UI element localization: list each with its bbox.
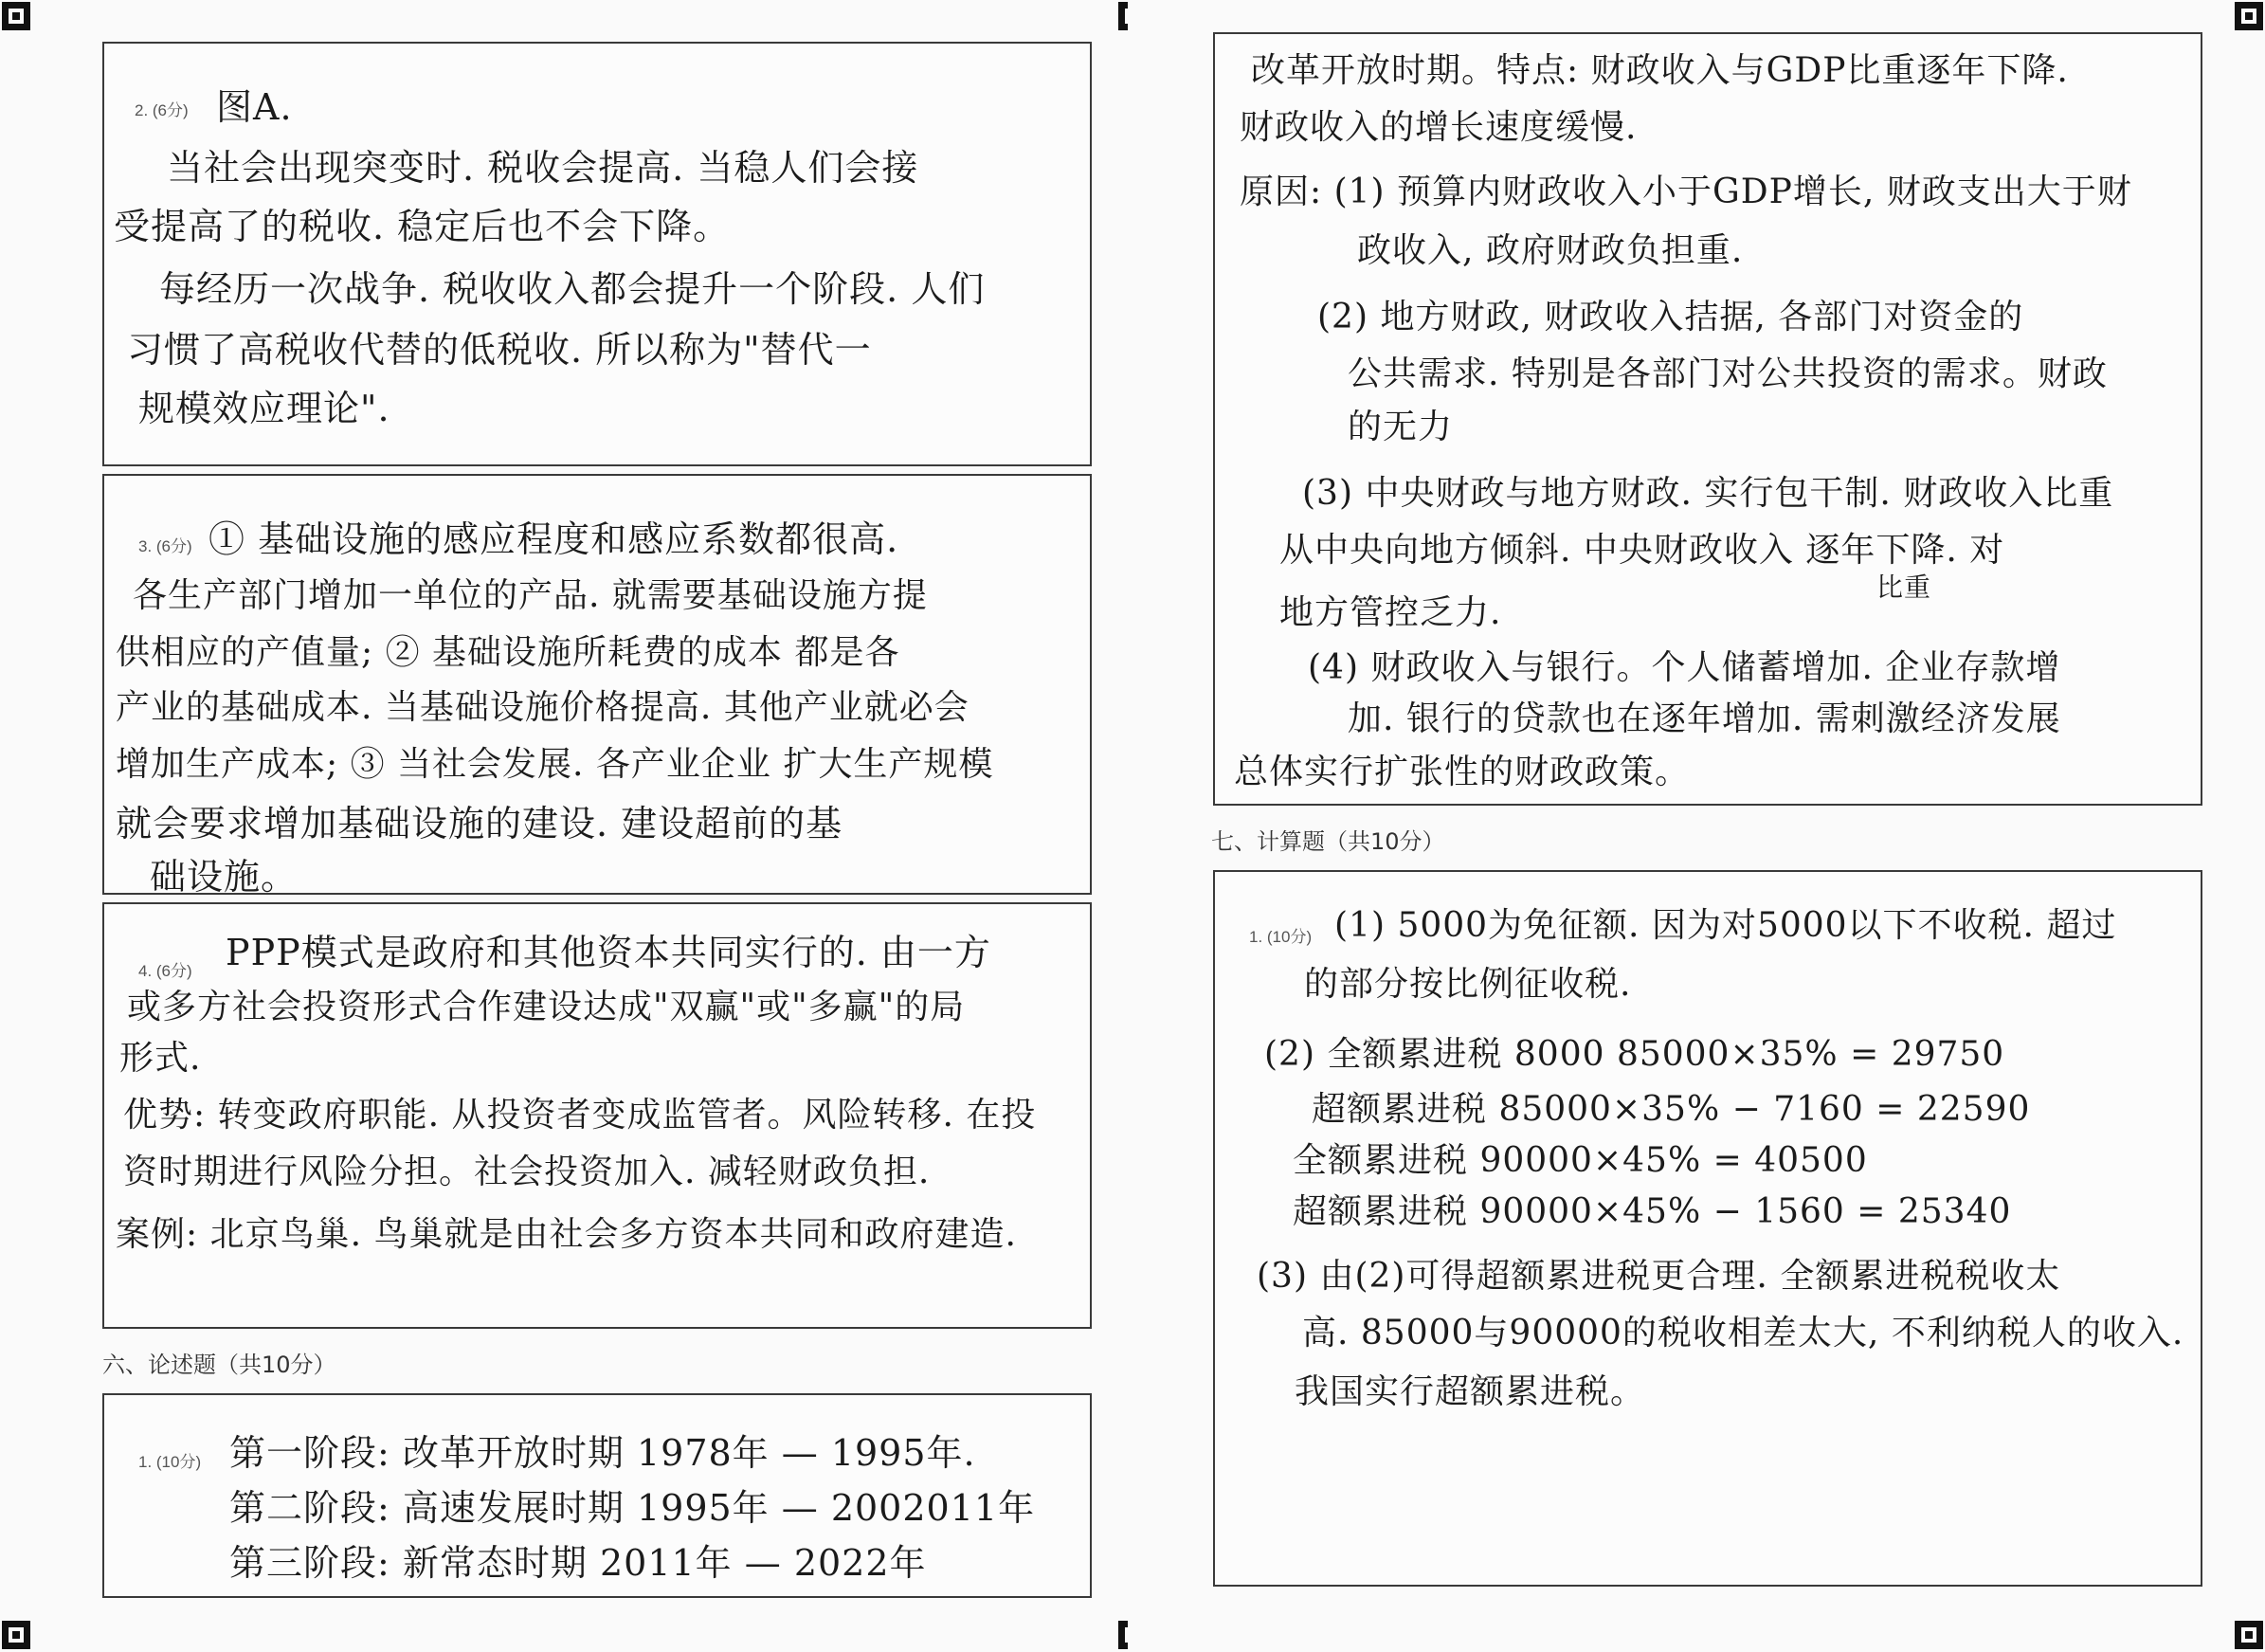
handwritten-line: 总体实行扩张性的财政政策。	[1234, 753, 1691, 791]
answer-box-s6q1-continued	[1213, 32, 2202, 806]
corner-marker-bottom-right	[2235, 1621, 2263, 1649]
handwritten-line: 全额累进税 90000×45% = 40500	[1293, 1141, 1868, 1180]
handwritten-line: 就会要求增加基础设施的建设. 建设超前的基	[116, 803, 843, 844]
right-page	[1128, 0, 2265, 1652]
handwritten-line: (4) 财政收入与银行。个人储蓄增加. 企业存款增	[1308, 648, 2061, 687]
handwritten-line: 增加生产成本; ③ 当社会发展. 各产业企业 扩大生产规模	[116, 745, 994, 784]
handwritten-line: 规模效应理论".	[138, 388, 390, 429]
handwritten-line: 或多方社会投资形式合作建设达成"双赢"或"多赢"的局	[127, 988, 966, 1026]
handwritten-line: ① 基础设施的感应程度和感应系数都很高.	[208, 518, 899, 560]
corner-marker-bottom-left	[2, 1621, 30, 1649]
handwritten-line: 每经历一次战争. 税收收入都会提升一个阶段. 人们	[159, 268, 986, 310]
handwritten-line: 高. 85000与90000的税收相差太大, 不利纳税人的收入.	[1302, 1314, 2184, 1352]
handwritten-line: (2) 全额累进税 8000 85000×35% = 29750	[1264, 1035, 2005, 1074]
question-label: 3. (6分)	[138, 537, 192, 555]
handwritten-line: 地方管控乏力.	[1279, 593, 1502, 632]
handwritten-line: PPP模式是政府和其他资本共同实行的. 由一方	[226, 932, 991, 973]
question-label: 1. (10分)	[1249, 928, 1313, 946]
handwritten-line: 政收入, 政府财政负担重.	[1357, 231, 1744, 270]
handwritten-line: 加. 银行的贷款也在逐年增加. 需刺激经济发展	[1348, 699, 2061, 738]
section-6-title: 六、论述题（共10分）	[102, 1352, 336, 1378]
handwritten-line: 图A.	[216, 86, 293, 128]
handwritten-line: 第一阶段: 改革开放时期 1978年 — 1995年.	[229, 1432, 976, 1474]
handwritten-line: 超额累进税 85000×35% − 7160 = 22590	[1312, 1090, 2031, 1129]
handwritten-line: (3) 中央财政与地方财政. 实行包干制. 财政收入比重	[1302, 474, 2114, 513]
answer-box-s6q1	[102, 1393, 1092, 1598]
handwritten-line: 优势: 转变政府职能. 从投资者变成监管者。风险转移. 在投	[123, 1096, 1037, 1135]
section-7-title: 七、计算题（共10分）	[1211, 828, 1445, 855]
handwritten-line: 案例: 北京鸟巢. 鸟巢就是由社会多方资本共同和政府建造.	[116, 1215, 1017, 1254]
corner-marker-top-left	[2, 2, 30, 30]
corner-marker-top-right	[2235, 2, 2263, 30]
handwritten-line: 的部分按比例征收税.	[1304, 965, 1632, 1004]
answer-box-q3	[102, 474, 1092, 895]
answer-box-s7q1	[1213, 870, 2202, 1587]
handwritten-line: (3) 由(2)可得超额累进税更合理. 全额累进税税收太	[1257, 1257, 2061, 1296]
handwritten-line: 从中央向地方倾斜. 中央财政收入 逐年下降. 对	[1279, 531, 2005, 570]
handwritten-line: 资时期进行风险分担。社会投资加入. 减轻财政负担.	[123, 1153, 931, 1191]
question-label: 1. (10分)	[138, 1453, 202, 1471]
left-page	[0, 0, 1128, 1652]
handwritten-line: 产业的基础成本. 当基础设施价格提高. 其他产业就必会	[116, 688, 969, 727]
handwritten-line: 础设施。	[150, 856, 299, 895]
handwritten-line: 第二阶段: 高速发展时期 1995年 — 2002011年	[229, 1487, 1036, 1529]
handwritten-line: 我国实行超额累进税。	[1295, 1372, 1646, 1411]
handwritten-line: (2) 地方财政, 财政收入拮据, 各部门对资金的	[1317, 298, 2024, 336]
handwritten-line: (1) 5000为免征额. 因为对5000以下不收税. 超过	[1334, 906, 2117, 945]
handwritten-line: 形式.	[119, 1039, 202, 1078]
handwritten-line: 受提高了的税收. 稳定后也不会下降。	[114, 206, 731, 247]
handwritten-line: 供相应的产值量; ② 基础设施所耗费的成本 都是各	[116, 633, 900, 672]
handwritten-line: 习惯了高税收代替的低税收. 所以称为"替代一	[127, 329, 872, 371]
handwritten-line: 财政收入的增长速度缓慢.	[1240, 108, 1638, 147]
handwritten-line: 的无力	[1348, 408, 1454, 446]
handwritten-line: 公共需求. 特别是各部门对公共投资的需求。财政	[1348, 354, 2108, 393]
question-label: 2. (6分)	[135, 101, 189, 119]
handwritten-insertion: 比重	[1876, 572, 1932, 603]
handwritten-line: 超额累进税 90000×45% − 1560 = 25340	[1293, 1192, 2012, 1231]
handwritten-line: 第三阶段: 新常态时期 2011年 — 2022年	[229, 1542, 927, 1584]
answer-box-q2	[102, 42, 1092, 466]
handwritten-line: 当社会出现突变时. 税收会提高. 当稳人们会接	[167, 147, 919, 189]
handwritten-line: 原因: (1) 预算内财政收入小于GDP增长, 财政支出大于财	[1240, 172, 2132, 211]
question-label: 4. (6分)	[138, 962, 192, 980]
answer-box-q4	[102, 902, 1092, 1329]
handwritten-line: 各生产部门增加一单位的产品. 就需要基础设施方提	[133, 576, 928, 615]
handwritten-line: 改革开放时期。特点: 财政收入与GDP比重逐年下降.	[1251, 51, 2069, 90]
